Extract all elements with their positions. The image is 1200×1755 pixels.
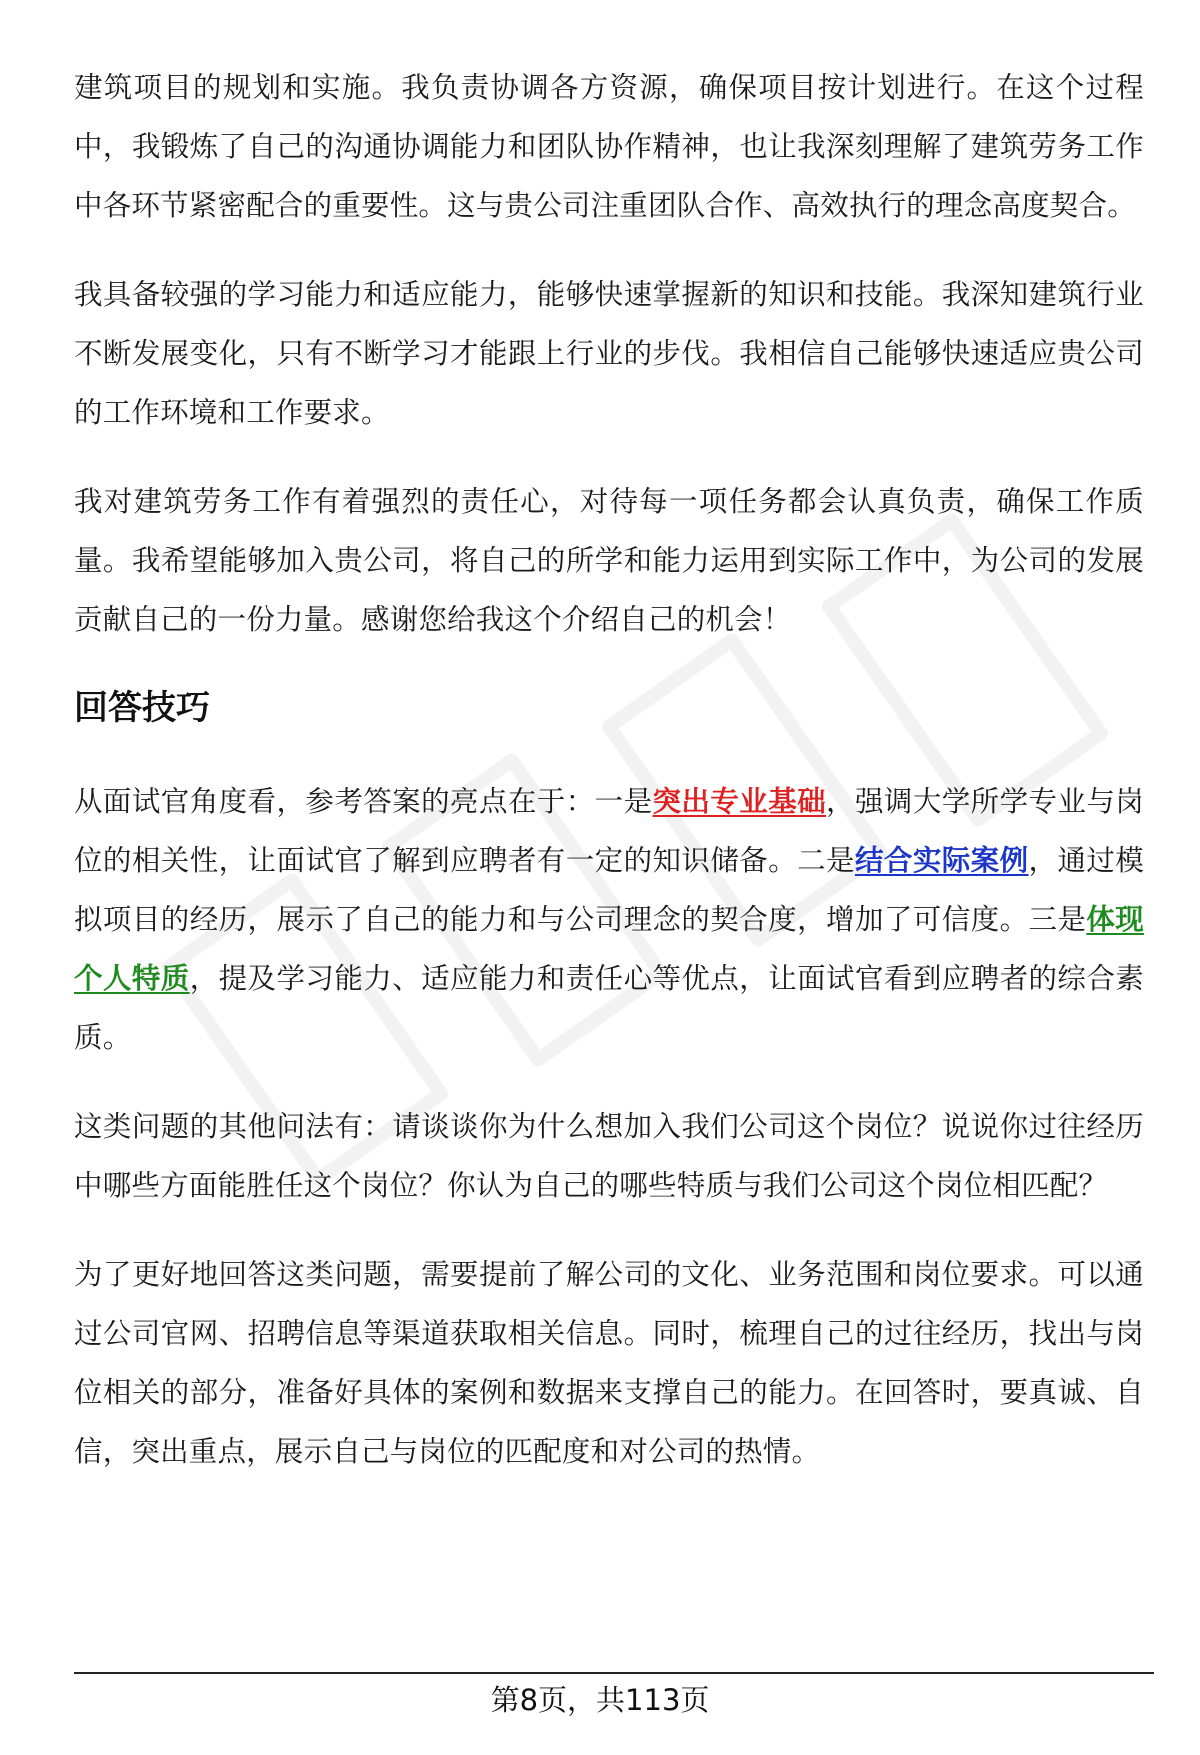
tips-text: 从面试官角度看，参考答案的亮点在于：一是 — [74, 785, 653, 818]
section-heading: 回答技巧 — [74, 688, 210, 728]
highlight-practical-cases: 结合实际案例 — [854, 844, 1029, 877]
tips-text: ，通过模拟项目的经历，展示了自己的能力和与公司理念的契合度，增加了可信度。三是 — [74, 844, 1144, 936]
body-paragraph: 为了更好地回答这类问题，需要提前了解公司的文化、业务范围和岗位要求。可以通过公司官网、招聘信息等渠道获取相关信息。同时，梳理自己的过往经历，找出与岗位相关的部分，准备好具体的案例和数据来支撑自己的能力。在回答时，要真诚、自信，突出重点，展示自己与岗位的匹配度和对公司的热情。 — [74, 1258, 1144, 1468]
page-number: 第8页，共113页 — [490, 1683, 710, 1717]
highlight-professional-basis: 突出专业基础 — [652, 785, 827, 818]
tips-paragraph — [74, 772, 1144, 1067]
body-paragraph: 建筑项目的规划和实施。我负责协调各方资源，确保项目按计划进行。在这个过程中，我锻炼了自己的沟通协调能力和团队协作精神，也让我深刻理解了建筑劳务工作中各环节紧密配合的重要性。这与贵公司注重团队合作、高效执行的理念高度契合。 — [74, 71, 1144, 222]
tips-text: ，强调大学所学专业与岗位的相关性，让面试官了解到应聘者有一定的知识储备。二是 — [74, 785, 1144, 877]
body-paragraph: 我具备较强的学习能力和适应能力，能够快速掌握新的知识和技能。我深知建筑行业不断发展变化，只有不断学习才能跟上行业的步伐。我相信自己能够快速适应贵公司的工作环境和工作要求。 — [74, 278, 1144, 429]
document-page — [74, 58, 1144, 1511]
body-paragraph: 我对建筑劳务工作有着强烈的责任心，对待每一项任务都会认真负责，确保工作质量。我希望能够加入贵公司，将自己的所学和能力运用到实际工作中，为公司的发展贡献自己的一份力量。感谢您给我这个介绍自己的机会！ — [74, 485, 1144, 636]
tips-text: ，提及学习能力、适应能力和责任心等优点，让面试官看到应聘者的综合素质。 — [74, 962, 1144, 1054]
body-paragraph: 这类问题的其他问法有：请谈谈你为什么想加入我们公司这个岗位？说说你过往经历中哪些方面能胜任这个岗位？你认为自己的哪些特质与我们公司这个岗位相匹配？ — [74, 1110, 1144, 1202]
footer-divider — [74, 1672, 1154, 1674]
highlight-personal-traits: 体现个人特质 — [74, 903, 1144, 995]
